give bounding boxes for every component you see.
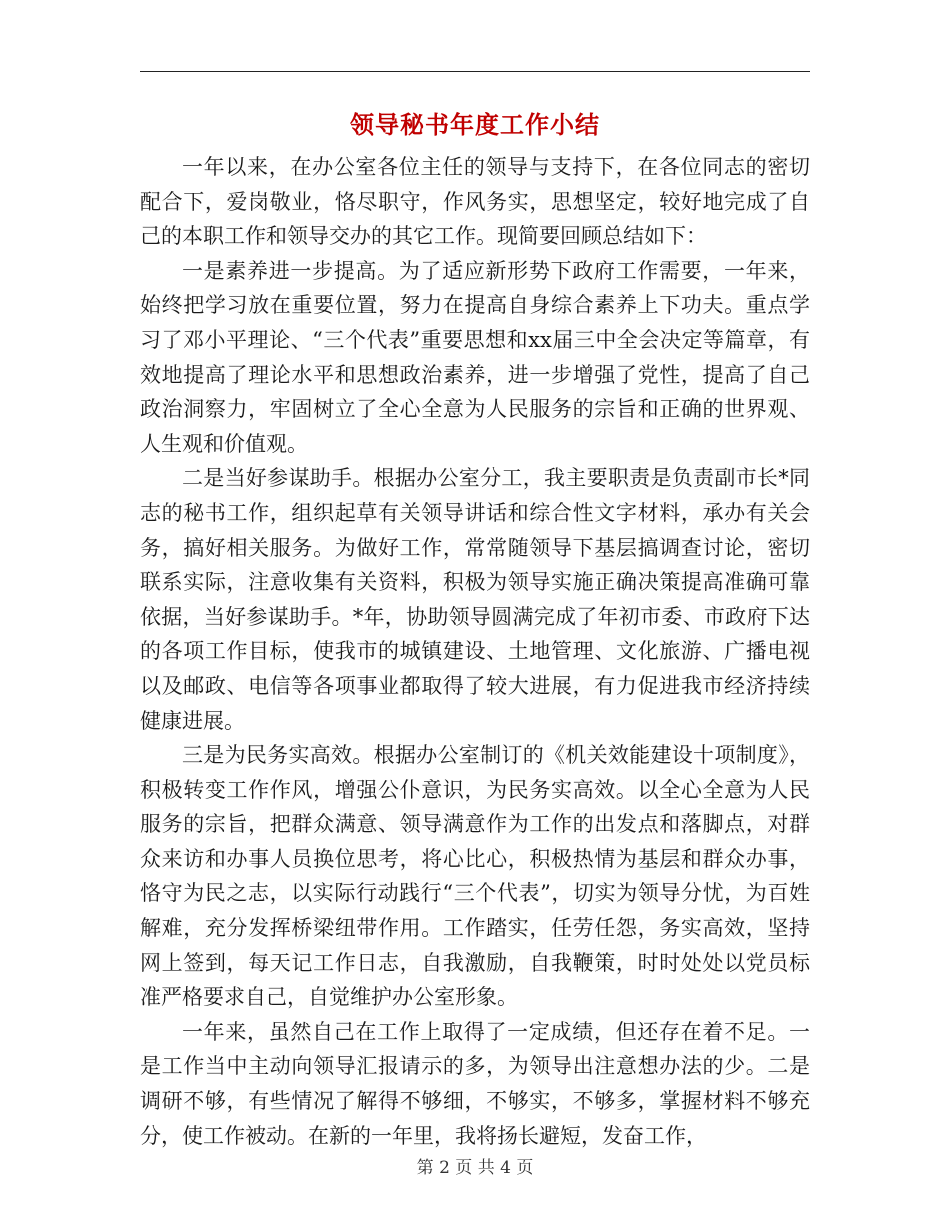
header-rule	[140, 71, 810, 72]
page-number: 第 2 页 共 4 页	[416, 1158, 534, 1178]
paragraph-shortcomings: 一年来，虽然自己在工作上取得了一定成绩，但还存在着不足。一是工作当中主动向领导汇报请示的多，为领导出注意想办法的少。二是调研不够，有些情况了解得不够细，不够实，不够多，掌握材料不够充分，使工作被动。在新的一年里，我将扬长避短，发奋工作，	[140, 1019, 810, 1148]
paragraph-quality: 一是素养进一步提高。为了适应新形势下政府工作需要，一年来，始终把学习放在重要位置，努力在提高自身综合素养上下功夫。重点学习了邓小平理论、“三个代表”重要思想和xx届三中全会决定等篇章，有效地提高了理论水平和思想政治素养，进一步增强了党性，提高了自己政治洞察力，牢固树立了全心全意为人民服务的宗旨和正确的世界观、人生观和价值观。	[140, 258, 810, 456]
paragraph-intro: 一年以来，在办公室各位主任的领导与支持下，在各位同志的密切配合下，爱岗敬业，恪尽职守，作风务实，思想坚定，较好地完成了自己的本职工作和领导交办的其它工作。现简要回顾总结如下：	[140, 155, 810, 249]
document-body	[140, 150, 810, 1153]
paragraph-efficiency: 三是为民务实高效。根据办公室制订的《机关效能建设十项制度》，积极转变工作作风，增强公仆意识，为民务实高效。以全心全意为人民服务的宗旨，把群众满意、领导满意作为工作的出发点和落脚点，对群众来访和办事人员换位思考，将心比心，积极热情为基层和群众办事，恪守为民之志，以实际行动践行“三个代表”，切实为领导分忧，为百姓解难，充分发挥桥梁纽带作用。工作踏实，任劳任怨，务实高效，坚持网上签到，每天记工作日志，自我激励，自我鞭策，时时处处以党员标准严格要求自己，自觉维护办公室形象。	[140, 743, 810, 1010]
paragraph-assistant: 二是当好参谋助手。根据办公室分工，我主要职责是负责副市长*同志的秘书工作，组织起草有关领导讲话和综合性文字材料，承办有关会务，搞好相关服务。为做好工作，常常随领导下基层搞调查讨论，密切联系实际，注意收集有关资料，积极为领导实施正确决策提高准确可靠依据，当好参谋助手。*年，协助领导圆满完成了年初市委、市政府下达的各项工作目标，使我市的城镇建设、土地管理、文化旅游、广播电视以及邮政、电信等各项事业都取得了较大进展，有力促进我市经济持续健康进展。	[140, 466, 810, 733]
document-title: 领导秘书年度工作小结	[350, 110, 600, 139]
